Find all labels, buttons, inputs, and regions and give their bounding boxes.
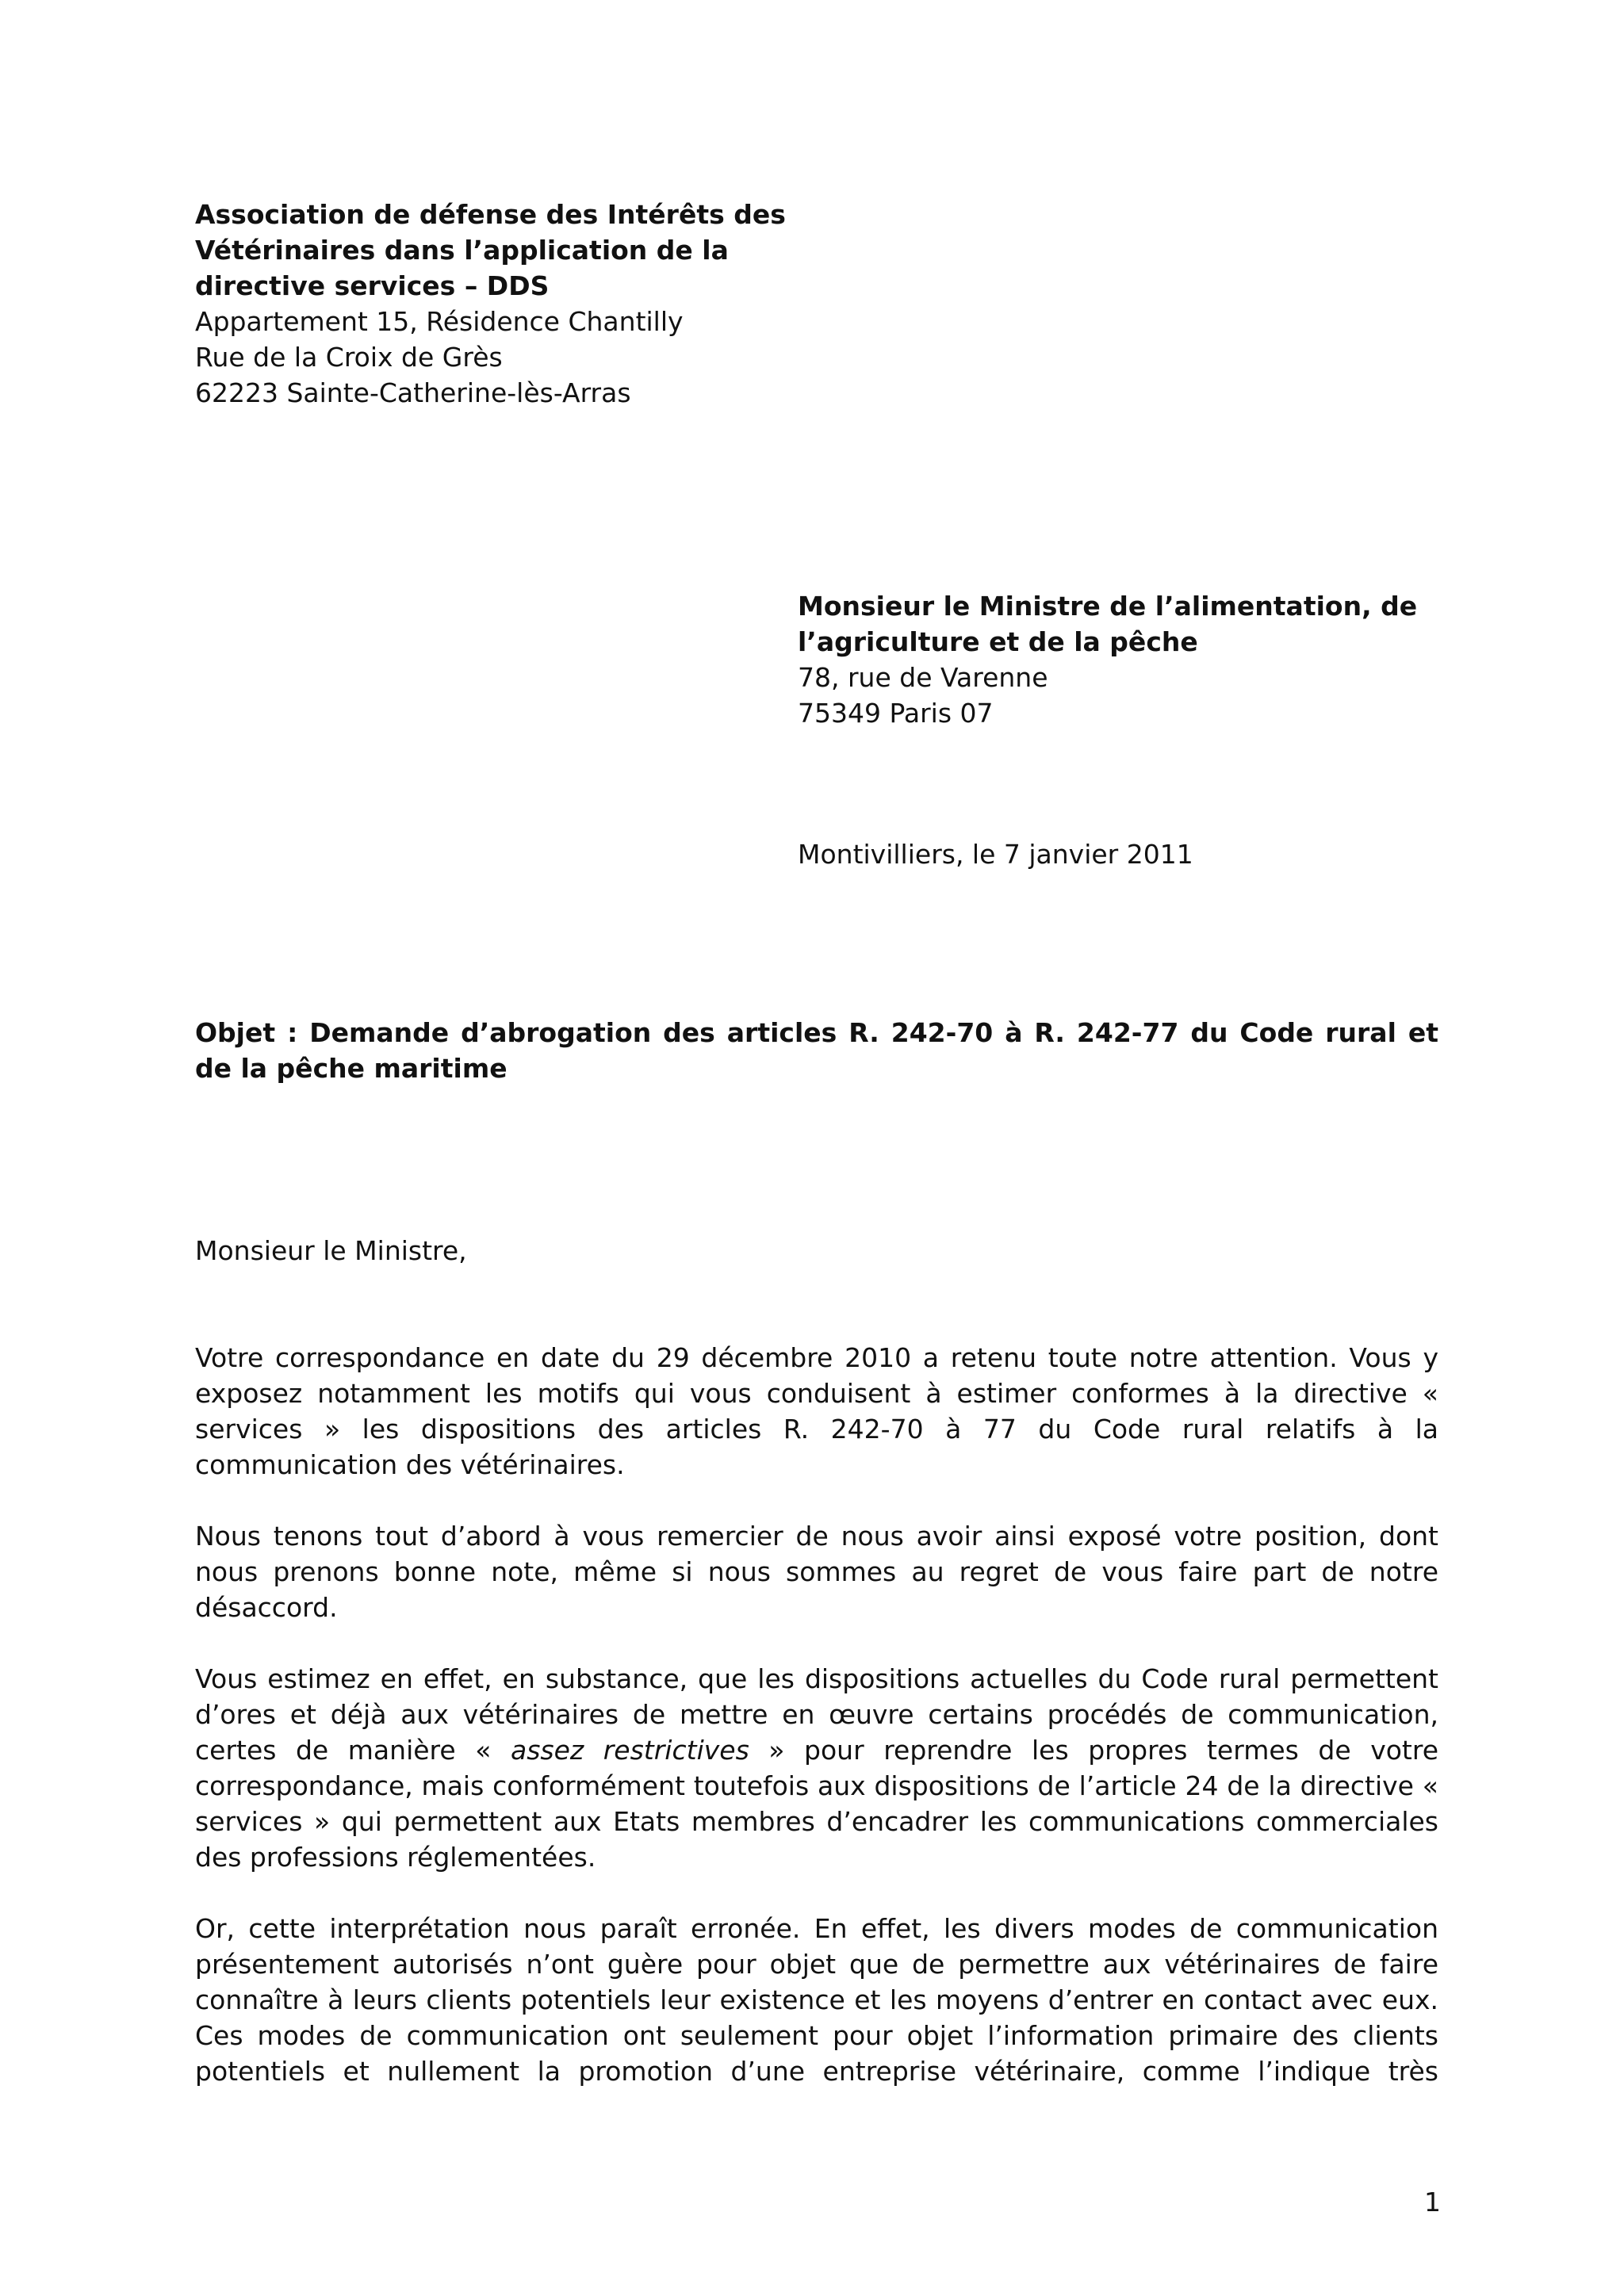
letter-body	[195, 1340, 1438, 2089]
sender-address-line: Appartement 15, Résidence Chantilly	[195, 306, 684, 337]
sender-block	[195, 197, 786, 411]
body-paragraph	[195, 1661, 1438, 1875]
recipient-address-line: 75349 Paris 07	[798, 698, 994, 729]
body-paragraph: Votre correspondance en date du 29 décembre 2010 a retenu toute notre attention. Vous y exposez notamment les motifs qui vous conduisent à estimer conformes à la directive « services » les dispositions des articles R. 242-70 à 77 du Code rural relatifs à la communication des vétérinaires.	[195, 1342, 1438, 1480]
date-line: Montivilliers, le 7 janvier 2011	[798, 839, 1193, 870]
sender-address-line: 62223 Sainte-Catherine-lès-Arras	[195, 377, 631, 408]
paragraph-text: » pour reprendre les propres termes de votre correspondance, mais conformément toutefois aux dispositions de l’article 24 de la directive « services » qui permettent aux Etats membres d’encadrer les communications commerciales des professions réglementées.	[195, 1735, 1439, 1873]
sender-name-line: Association de défense des Intérêts des	[195, 199, 786, 230]
sender-name-line: directive services – DDS	[195, 270, 550, 301]
body-paragraph: Nous tenons tout d’abord à vous remercier de nous avoir ainsi exposé votre position, dont nous prenons bonne note, même si nous sommes au regret de vous faire part de notre désaccord.	[195, 1521, 1438, 1623]
sender-address-line: Rue de la Croix de Grès	[195, 342, 503, 373]
salutation: Monsieur le Ministre,	[195, 1235, 467, 1266]
recipient-block	[798, 588, 1417, 731]
recipient-name-line: Monsieur le Ministre de l’alimentation, de	[798, 591, 1418, 622]
subject-line: Objet : Demande d’abrogation des articles R. 242-70 à R. 242-77 du Code rural et de la pêche maritime	[195, 1017, 1438, 1084]
recipient-name-line: l’agriculture et de la pêche	[798, 626, 1198, 657]
paragraph-text: Vous estimez en effet, en substance, que les dispositions actuelles du Code rural permettent d’ores et déjà aux vétérinaires de mettre en œuvre certains procédés de communication, certes de manière «	[195, 1663, 1438, 1766]
quoted-italic-text: assez restrictives	[510, 1735, 749, 1766]
sender-name-line: Vétérinaires dans l’application de la	[195, 235, 729, 266]
body-paragraph: Or, cette interprétation nous paraît erronée. En effet, les divers modes de communication présentement autorisés n’ont guère pour objet que de permettre aux vétérinaires de faire connaître à leurs clients potentiels leur existence et les moyens d’entrer en contact avec eux. Ces modes de communication ont seulement pour objet l’information primaire des clients potentiels et nullement la promotion d’une entreprise vétérinaire, comme l’indique très	[195, 1913, 1438, 2087]
recipient-address-line: 78, rue de Varenne	[798, 662, 1048, 693]
page-number: 1	[1424, 2187, 1441, 2218]
